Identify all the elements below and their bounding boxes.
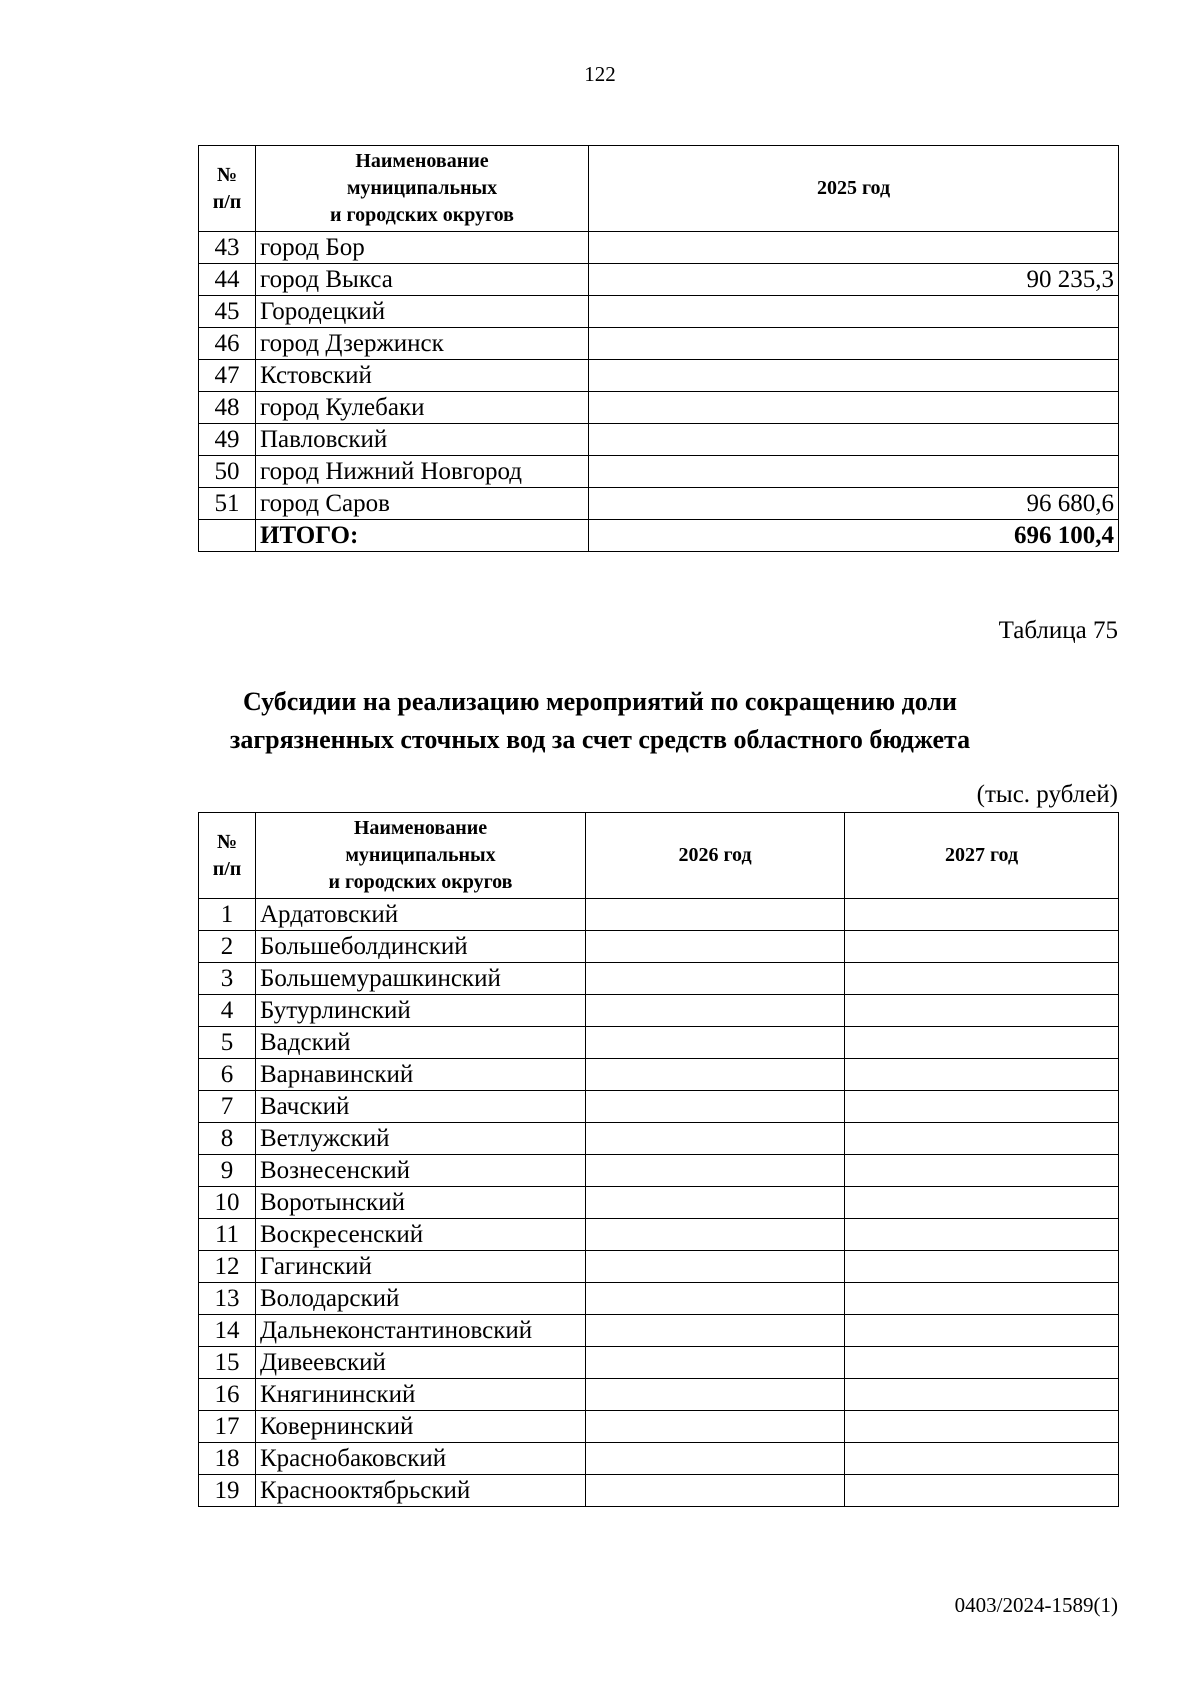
row-value-2026	[586, 1091, 845, 1123]
row-number: 1	[199, 899, 256, 931]
row-value-2026	[586, 931, 845, 963]
row-number: 9	[199, 1155, 256, 1187]
row-name: Вознесенский	[256, 1155, 586, 1187]
row-value-2025	[589, 296, 1119, 328]
row-name: Краснобаковский	[256, 1443, 586, 1475]
row-number: 10	[199, 1187, 256, 1219]
row-number: 45	[199, 296, 256, 328]
row-value-2026	[586, 1315, 845, 1347]
table-row	[199, 264, 1119, 296]
row-value-2027	[845, 1475, 1119, 1507]
row-value-2026	[586, 1027, 845, 1059]
table-row	[199, 1411, 1119, 1443]
total-label: ИТОГО:	[256, 520, 589, 552]
row-value-2027	[845, 1123, 1119, 1155]
row-name: Вачский	[256, 1091, 586, 1123]
row-value-2026	[586, 1059, 845, 1091]
title-line-1: Субсидии на реализацию мероприятий по сокращению доли	[242, 687, 958, 716]
row-value-2027	[845, 1283, 1119, 1315]
row-name: Городецкий	[256, 296, 589, 328]
row-value-2025: 90 235,3	[589, 264, 1119, 296]
row-value-2027	[845, 1155, 1119, 1187]
row-number: 14	[199, 1315, 256, 1347]
row-value-2026	[586, 1443, 845, 1475]
row-name: город Выкса	[256, 264, 589, 296]
row-name: Ветлужский	[256, 1123, 586, 1155]
table-row	[199, 1219, 1119, 1251]
row-number: 44	[199, 264, 256, 296]
row-value-2026	[586, 1123, 845, 1155]
row-value-2027	[845, 931, 1119, 963]
table2-body	[199, 899, 1119, 1507]
row-value-2026	[586, 1155, 845, 1187]
row-number: 5	[199, 1027, 256, 1059]
row-value-2025	[589, 392, 1119, 424]
table-row	[199, 328, 1119, 360]
row-number: 49	[199, 424, 256, 456]
table-row	[199, 1379, 1119, 1411]
row-value-2025	[589, 360, 1119, 392]
table-row	[199, 899, 1119, 931]
table-row	[199, 1315, 1119, 1347]
table-row	[199, 1155, 1119, 1187]
row-number: 16	[199, 1379, 256, 1411]
table-row	[199, 296, 1119, 328]
page-number: 122	[584, 62, 616, 86]
row-value-2025	[589, 456, 1119, 488]
row-name: город Нижний Новгород	[256, 456, 589, 488]
row-value-2026	[586, 963, 845, 995]
row-value-2025	[589, 328, 1119, 360]
row-name: Ардатовский	[256, 899, 586, 931]
row-value-2026	[586, 1187, 845, 1219]
table-row	[199, 1251, 1119, 1283]
row-name: Краснооктябрьский	[256, 1475, 586, 1507]
row-value-2027	[845, 899, 1119, 931]
units-label: (тыс. рублей)	[976, 781, 1118, 808]
row-number: 2	[199, 931, 256, 963]
header-num: № п/п	[199, 146, 256, 232]
row-number: 43	[199, 232, 256, 264]
row-name: Вадский	[256, 1027, 586, 1059]
row-value-2027	[845, 1251, 1119, 1283]
header-2027: 2027 год	[845, 813, 1119, 899]
row-value-2027	[845, 1187, 1119, 1219]
row-number: 47	[199, 360, 256, 392]
row-name: Кстовский	[256, 360, 589, 392]
row-name: Володарский	[256, 1283, 586, 1315]
row-value-2025	[589, 232, 1119, 264]
row-name: Дальнеконстантиновский	[256, 1315, 586, 1347]
row-value-2027	[845, 1315, 1119, 1347]
table-row	[199, 1283, 1119, 1315]
row-value-2026	[586, 1283, 845, 1315]
row-name: Большеболдинский	[256, 931, 586, 963]
row-value-2026	[586, 1379, 845, 1411]
header-name: Наименование муниципальных и городских округов	[256, 146, 589, 232]
row-value-2027	[845, 1411, 1119, 1443]
table-75-continuation	[198, 145, 1119, 552]
header-num: № п/п	[199, 813, 256, 899]
table-row	[199, 963, 1119, 995]
row-name: Дивеевский	[256, 1347, 586, 1379]
table-row	[199, 1475, 1119, 1507]
row-value-2027	[845, 1091, 1119, 1123]
row-value-2026	[586, 1251, 845, 1283]
row-number: 48	[199, 392, 256, 424]
row-number: 4	[199, 995, 256, 1027]
row-value-2027	[845, 1443, 1119, 1475]
table-row	[199, 1091, 1119, 1123]
table-row	[199, 995, 1119, 1027]
row-value-2027	[845, 1219, 1119, 1251]
row-name: Бутурлинский	[256, 995, 586, 1027]
row-name: город Дзержинск	[256, 328, 589, 360]
table-row	[199, 424, 1119, 456]
table-row	[199, 1187, 1119, 1219]
row-number: 51	[199, 488, 256, 520]
table-row	[199, 360, 1119, 392]
header-2025: 2025 год	[589, 146, 1119, 232]
table-title	[0, 683, 1200, 759]
table-row	[199, 456, 1119, 488]
header-name: Наименование муниципальных и городских округов	[256, 813, 586, 899]
row-name: город Бор	[256, 232, 589, 264]
row-number: 7	[199, 1091, 256, 1123]
row-value-2026	[586, 899, 845, 931]
row-number: 11	[199, 1219, 256, 1251]
row-name: Павловский	[256, 424, 589, 456]
table-caption: Таблица 75	[998, 617, 1118, 644]
table-row	[199, 392, 1119, 424]
header-2026: 2026 год	[586, 813, 845, 899]
table-row	[199, 1059, 1119, 1091]
row-number: 17	[199, 1411, 256, 1443]
row-name: Ковернинский	[256, 1411, 586, 1443]
total-row	[199, 520, 1119, 552]
table-row	[199, 1123, 1119, 1155]
table-row	[199, 1347, 1119, 1379]
row-name: Гагинский	[256, 1251, 586, 1283]
row-number: 12	[199, 1251, 256, 1283]
row-name: Варнавинский	[256, 1059, 586, 1091]
total-value: 696 100,4	[589, 520, 1119, 552]
row-value-2027	[845, 1059, 1119, 1091]
row-value-2026	[586, 1411, 845, 1443]
row-value-2026	[586, 1219, 845, 1251]
row-value-2027	[845, 1347, 1119, 1379]
row-value-2027	[845, 1379, 1119, 1411]
table-row	[199, 232, 1119, 264]
row-number: 46	[199, 328, 256, 360]
total-number	[199, 520, 256, 552]
table1-body	[199, 232, 1119, 552]
table-row	[199, 1027, 1119, 1059]
row-value-2025	[589, 424, 1119, 456]
title-line-2: загрязненных сточных вод за счет средств областного бюджета	[229, 725, 971, 754]
row-number: 13	[199, 1283, 256, 1315]
row-name: город Саров	[256, 488, 589, 520]
row-number: 50	[199, 456, 256, 488]
row-value-2026	[586, 1347, 845, 1379]
row-number: 8	[199, 1123, 256, 1155]
row-value-2026	[586, 995, 845, 1027]
row-value-2027	[845, 963, 1119, 995]
row-name: Княгининский	[256, 1379, 586, 1411]
row-name: Большемурашкинский	[256, 963, 586, 995]
row-name: Воскресенский	[256, 1219, 586, 1251]
table-row	[199, 931, 1119, 963]
row-number: 6	[199, 1059, 256, 1091]
table-76	[198, 812, 1119, 1507]
table-row	[199, 1443, 1119, 1475]
row-number: 18	[199, 1443, 256, 1475]
table-row	[199, 488, 1119, 520]
row-value-2027	[845, 1027, 1119, 1059]
row-name: город Кулебаки	[256, 392, 589, 424]
row-value-2025: 96 680,6	[589, 488, 1119, 520]
document-code: 0403/2024-1589(1)	[954, 1593, 1118, 1617]
row-number: 15	[199, 1347, 256, 1379]
row-value-2027	[845, 995, 1119, 1027]
row-name: Воротынский	[256, 1187, 586, 1219]
row-number: 3	[199, 963, 256, 995]
row-value-2026	[586, 1475, 845, 1507]
row-number: 19	[199, 1475, 256, 1507]
